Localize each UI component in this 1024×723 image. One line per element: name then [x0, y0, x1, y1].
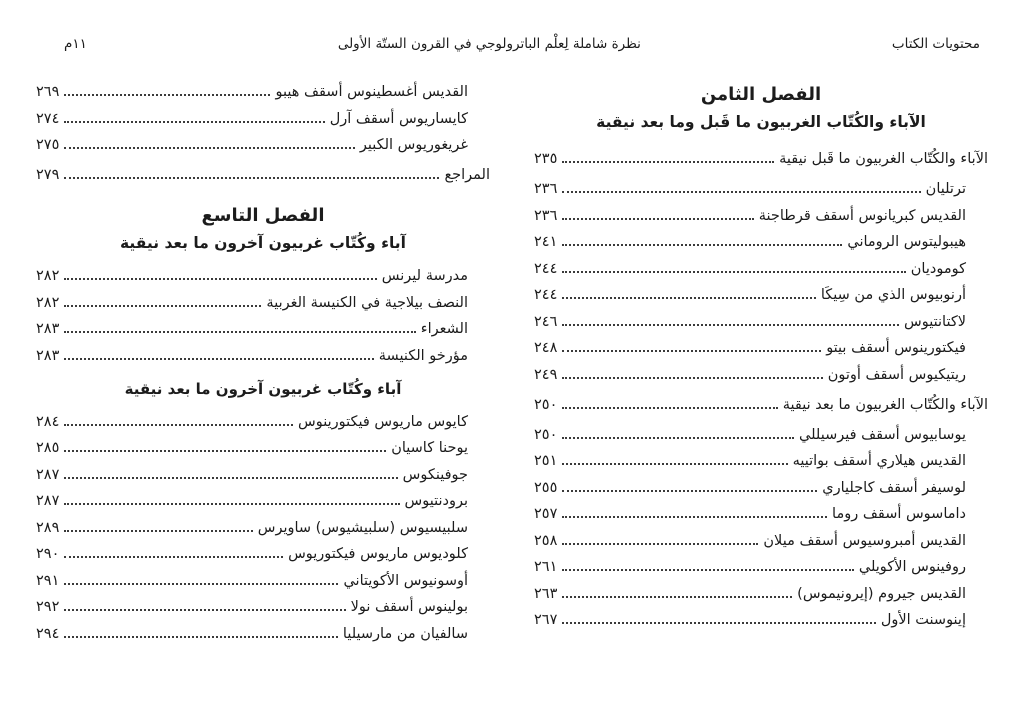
- toc-entry: [36, 167, 490, 183]
- toc-entry-title: روفينوس الأكويلي: [858, 559, 966, 575]
- toc-entry-page: ٢٣٥: [534, 151, 558, 167]
- toc-entry-title: أرنوبيوس الذي من سِيكَا: [820, 287, 966, 303]
- toc-entry: [534, 314, 988, 330]
- toc-entry: [534, 181, 988, 197]
- dot-leader: [562, 543, 758, 545]
- dot-leader: [562, 191, 920, 193]
- toc-entry-title: الآباء والكُتّاب الغربيون ما بعد نيقية: [782, 396, 988, 413]
- toc-entry-page: ٢٧٥: [36, 137, 60, 153]
- toc-entry: [534, 506, 988, 522]
- dot-leader: [562, 490, 817, 492]
- toc-entry: [534, 533, 988, 549]
- toc-entry-page: ٢٩١: [36, 572, 60, 589]
- toc-entry-page: ٢٦٧: [534, 612, 558, 628]
- dot-leader: [64, 121, 324, 123]
- toc-entry-title: جوفينكوس: [402, 466, 468, 483]
- toc-entry-title: ترتليان: [925, 181, 966, 197]
- toc-entry-title: ريتيكيوس أسقف أوتون: [827, 366, 966, 383]
- chapter8-title: الفصل الثامن: [700, 84, 822, 105]
- dot-leader: [64, 278, 376, 280]
- toc-entry: [36, 440, 490, 456]
- dot-leader: [562, 569, 854, 571]
- toc-entry-page: ٢٩٠: [36, 546, 60, 562]
- toc-entry: [534, 151, 988, 167]
- toc-entry: [36, 626, 490, 642]
- toc-entry: [534, 559, 988, 575]
- toc-entry-page: ٢٣٦: [534, 207, 558, 224]
- toc-entry-page: ٢٧٤: [36, 110, 60, 127]
- dot-leader: [562, 407, 777, 409]
- toc-entry-title: النصف بيلاجية في الكنيسة الغربية: [266, 294, 468, 311]
- dot-leader: [562, 622, 875, 624]
- toc-entry-title: يوحنا كاسيان: [391, 440, 468, 456]
- toc-entry: [534, 480, 988, 496]
- toc-entry-page: ٢٨٣: [36, 321, 60, 337]
- toc-entry: [534, 261, 988, 277]
- toc-entry-title: كايساريوس أسقف آرل: [329, 110, 468, 127]
- toc-entry-title: كوموديان: [910, 260, 966, 277]
- toc-entry: [36, 520, 490, 536]
- toc-entry-title: إينوسنت الأول: [880, 612, 966, 628]
- toc-entry-page: ٢٨٧: [36, 493, 60, 509]
- toc-entry-page: ٢٥٠: [534, 396, 558, 413]
- toc-entry: [36, 348, 490, 364]
- toc-entry: [36, 321, 490, 337]
- dot-leader: [64, 477, 397, 479]
- toc-entry-page: ٢٩٤: [36, 625, 60, 642]
- dot-leader: [64, 530, 252, 532]
- chapter9-entries-group1: [36, 268, 490, 364]
- toc-entry: [36, 599, 490, 615]
- toc-entry: [534, 427, 988, 443]
- dot-leader: [562, 244, 842, 246]
- dot-leader: [64, 503, 399, 505]
- toc-entry: [534, 397, 988, 413]
- toc-entry-title: القديس أغسطينوس أسقف هيبو: [275, 84, 468, 100]
- toc-entry: [534, 287, 988, 303]
- chapter9-section-subheading: آباء وكُتّاب غربيون آخرون ما بعد نيقية: [124, 379, 402, 398]
- toc-entry-title: غريغوريوس الكبير: [359, 137, 468, 153]
- toc-entry: [534, 367, 988, 383]
- toc-entry-title: القديس أمبروسيوس أسقف ميلان: [763, 532, 966, 549]
- toc-entry-title: مدرسة ليرنس: [381, 268, 468, 284]
- dot-leader: [64, 94, 270, 96]
- toc-entry-page: ٢٥٠: [534, 426, 558, 443]
- toc-entry-title: يوسابيوس أسقف فيرسيللي: [799, 426, 966, 443]
- toc-entry-title: لاكتانتيوس: [904, 313, 966, 330]
- dot-leader: [562, 350, 821, 352]
- toc-entry-page: ٢٤٦: [534, 313, 558, 330]
- chapter9-subtitle: آباء وكُتّاب غربيون آخرون ما بعد نيقية: [120, 234, 406, 252]
- dot-leader: [562, 161, 774, 163]
- dot-leader: [562, 437, 794, 439]
- page-number: ١١م: [64, 36, 87, 52]
- toc-entry: [534, 234, 988, 250]
- toc-entry-title: فيكتورينوس أسقف بيتو: [826, 340, 966, 356]
- toc-entry-page: ٢٥٥: [534, 479, 558, 496]
- dot-leader: [64, 556, 283, 558]
- toc-entry: [36, 467, 490, 483]
- toc-entry-title: كايوس ماريوس فيكتورينوس: [298, 413, 468, 430]
- toc-column-chapter9: [36, 84, 490, 652]
- chapter8-subtitle: الآباء والكُتّاب الغربيون ما قَبل وما بعد نيقية: [596, 113, 926, 131]
- dot-leader: [64, 177, 439, 179]
- book-title: نظرة شاملة لِعلْم الباترولوجي في القرون الستّة الأولى: [337, 36, 641, 52]
- toc-entry-title: سلبيسيوس (سلبيشيوس) ساويرس: [257, 519, 468, 536]
- toc-entry-title: الآباء والكُتّاب الغربيون ما قَبل نيقية: [779, 151, 988, 167]
- toc-entry-title: القديس جيروم (إيرونيموس): [797, 585, 966, 602]
- toc-entry-page: ٢٩٢: [36, 599, 60, 615]
- chapter9-title: الفصل التاسع: [201, 205, 325, 226]
- toc-entry-page: ٢٥٧: [534, 506, 558, 522]
- running-head: [64, 36, 980, 52]
- toc-entry-page: ٢٤٩: [534, 366, 558, 383]
- toc-entry-page: ٢٣٦: [534, 181, 558, 197]
- toc-entry-page: ٢٤٤: [534, 287, 558, 303]
- toc-entry-title: كلوديوس ماريوس فيكتوريوس: [288, 546, 468, 562]
- toc-entry-page: ٢٤٤: [534, 260, 558, 277]
- dot-leader: [562, 297, 815, 299]
- toc-entry-title: مؤرخو الكنيسة: [378, 347, 468, 364]
- toc-entry-title: القديس هيلاري أسقف بواتييه: [792, 453, 966, 469]
- toc-entry-title: الشعراء: [420, 321, 468, 337]
- toc-entry: [36, 573, 490, 589]
- toc-entry-title: داماسوس أسقف روما: [832, 506, 966, 522]
- dot-leader: [562, 516, 827, 518]
- toc-entry-page: ٢٦١: [534, 559, 558, 575]
- toc-entry-page: ٢٨٢: [36, 294, 60, 311]
- dot-leader: [64, 331, 415, 333]
- toc-entry-title: القديس كبريانوس أسقف قرطاجنة: [758, 207, 966, 224]
- dot-leader: [562, 271, 905, 273]
- toc-entry: [36, 84, 490, 100]
- dot-leader: [64, 358, 373, 360]
- toc-entry: [36, 493, 490, 509]
- toc-entry-title: المراجع: [444, 167, 490, 183]
- toc-entry-title: هيبوليتوس الروماني: [847, 234, 966, 250]
- toc-entry-page: ٢٦٣: [534, 585, 558, 602]
- dot-leader: [64, 583, 338, 585]
- dot-leader: [64, 147, 354, 149]
- toc-entry-page: ٢٧٩: [36, 167, 60, 183]
- dot-leader: [64, 305, 261, 307]
- toc-entry-title: لوسيفر أسقف كاجلياري: [822, 479, 966, 496]
- toc-entry: [534, 453, 988, 469]
- chapter9-entries-group2: [36, 414, 490, 642]
- toc-entry: [36, 546, 490, 562]
- dot-leader: [562, 596, 792, 598]
- toc-entry-page: ٢٥٨: [534, 532, 558, 549]
- dot-leader: [64, 424, 293, 426]
- toc-entry-page: ٢٨٢: [36, 268, 60, 284]
- dot-leader: [64, 609, 345, 611]
- contents-label: محتويات الكتاب: [891, 36, 980, 52]
- dot-leader: [562, 377, 822, 379]
- toc-entry-title: بولينوس أسقف نولا: [350, 599, 468, 615]
- chapter8-entries: [534, 151, 988, 628]
- toc-entry-page: ٢٦٩: [36, 84, 60, 100]
- dot-leader: [562, 463, 787, 465]
- toc-entry-page: ٢٨٤: [36, 413, 60, 430]
- dot-leader: [562, 218, 753, 220]
- toc-entry-page: ٢٨٩: [36, 519, 60, 536]
- toc-entry: [36, 268, 490, 284]
- dot-leader: [562, 324, 899, 326]
- dot-leader: [64, 636, 338, 638]
- toc-entry: [534, 340, 988, 356]
- toc-columns: [30, 58, 994, 652]
- toc-column-chapter8: [534, 78, 988, 639]
- toc-entry-page: ٢٨٥: [36, 440, 60, 456]
- toc-entry-title: سالفيان من مارسيليا: [342, 625, 468, 642]
- chapter8-tail-entries: [36, 84, 490, 183]
- toc-entry-title: أوسونيوس الأكويتاني: [343, 572, 468, 589]
- toc-entry-page: ٢٨٣: [36, 347, 60, 364]
- toc-entry-page: ٢٨٧: [36, 466, 60, 483]
- toc-entry-page: ٢٥١: [534, 453, 558, 469]
- toc-entry: [36, 414, 490, 430]
- toc-entry-page: ٢٤٨: [534, 340, 558, 356]
- toc-entry-page: ٢٤١: [534, 234, 558, 250]
- toc-entry: [36, 137, 490, 153]
- toc-entry: [534, 208, 988, 224]
- toc-entry: [534, 612, 988, 628]
- toc-entry: [534, 586, 988, 602]
- toc-entry: [36, 111, 490, 127]
- toc-entry: [36, 295, 490, 311]
- toc-entry-title: برودنتيوس: [404, 493, 468, 509]
- dot-leader: [64, 450, 386, 452]
